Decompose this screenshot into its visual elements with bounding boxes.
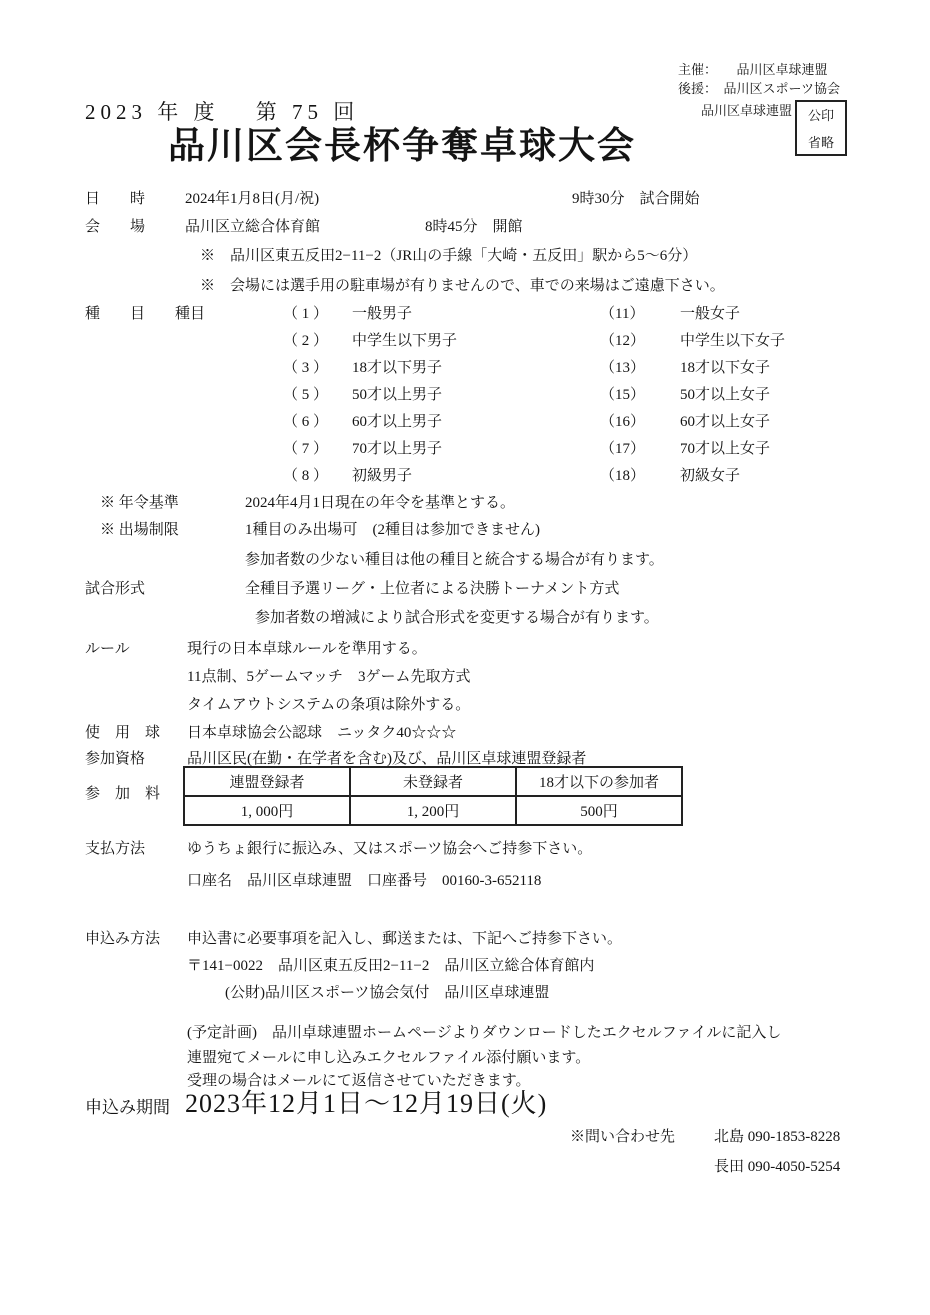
event-number-right: （11）	[600, 306, 645, 322]
event-number-right: （13）	[600, 360, 646, 376]
contact-person-2: 長田 090-4050-5254	[714, 1159, 841, 1175]
fee-table	[183, 766, 683, 826]
ball-value: 日本卓球協会公認球 ニッタク40☆☆☆	[187, 725, 457, 741]
fee-header-registered: 連盟登録者	[184, 767, 350, 796]
rules-line3: タイムアウトシステムの条項は除外する。	[187, 697, 471, 713]
eligibility-label: 参加資格	[85, 751, 146, 767]
seal-bottom-text: 省略	[807, 135, 834, 150]
fee-header-row	[184, 767, 682, 796]
format-line2: 参加者数の増減により試合形式を変更する場合が有ります。	[255, 610, 659, 626]
event-name-left: 60才以上男子	[352, 414, 443, 430]
event-name-left: 一般男子	[352, 306, 413, 322]
application-line1: 申込書に必要事項を記入し、郵送または、下記へご持参下さい。	[187, 931, 623, 947]
event-name-right: 60才以上女子	[680, 414, 771, 430]
venue-address-note: ※ 品川区東五反田2−11−2（JR山の手線「大崎・五反田」駅から5～6分）	[200, 248, 698, 264]
organizer-line: 主催： 品川区卓球連盟	[678, 62, 828, 77]
event-number-left: （ 1 ）	[283, 306, 329, 322]
event-name-left: 50才以上男子	[352, 387, 443, 403]
tournament-year-line: 2023 年 度 第 75 回	[85, 100, 360, 124]
tournament-title: 品川区会長杯争奪卓球大会	[168, 126, 636, 167]
fee-value-under18: 500円	[516, 796, 682, 825]
eligibility-value: 品川区民(在勤・在学者を含む)及び、品川区卓球連盟登録者	[187, 751, 587, 767]
fee-header-under18: 18才以下の参加者	[516, 767, 682, 796]
venue-value: 品川区立総合体育館	[185, 219, 321, 235]
venue-label: 会 場	[85, 219, 146, 235]
format-label: 試合形式	[85, 581, 146, 597]
official-seal-omitted-box	[795, 100, 847, 156]
contact-person-1: 北島 090-1853-8228	[714, 1129, 841, 1145]
event-number-left: （ 5 ）	[283, 387, 329, 403]
application-line2: 〒141−0022 品川区東五反田2−11−2 品川区立総合体育館内	[187, 958, 595, 974]
parking-note: ※ 会場には選手用の駐車場が有りませんので、車での来場はご遠慮下さい。	[200, 278, 725, 294]
event-number-left: （ 3 ）	[283, 360, 329, 376]
event-name-right: 50才以上女子	[680, 387, 771, 403]
application-line4: (予定計画) 品川卓球連盟ホームページよりダウンロードしたエクセルファイルに記入し	[187, 1025, 782, 1041]
fee-header-unregistered: 未登録者	[350, 767, 516, 796]
event-name-right: 18才以下女子	[680, 360, 771, 376]
rules-line1: 現行の日本卓球ルールを準用する。	[187, 641, 427, 657]
event-number-right: （12）	[600, 333, 646, 349]
date-value: 2024年1月8日(月/祝)	[185, 191, 320, 207]
application-line3: (公財)品川区スポーツ協会気付 品川区卓球連盟	[225, 985, 550, 1001]
fee-value-row	[184, 796, 682, 825]
event-number-left: （ 8 ）	[283, 468, 329, 484]
event-row	[283, 305, 740, 324]
entry-limit-label: ※ 出場制限	[100, 522, 179, 538]
event-name-right: 70才以上女子	[680, 441, 771, 457]
event-name-left: 中学生以下男子	[352, 333, 458, 349]
event-row	[283, 413, 770, 432]
federation-line: 品川区卓球連盟	[701, 103, 793, 118]
event-number-right: （16）	[600, 414, 646, 430]
fee-label: 参 加 料	[85, 786, 161, 802]
period-label: 申込み期間	[85, 1098, 170, 1117]
events-sublabel: 種目	[175, 306, 206, 322]
application-line6: 受理の場合はメールにて返信させていただきます。	[187, 1073, 531, 1089]
event-name-right: 初級女子	[680, 468, 741, 484]
event-number-left: （ 2 ）	[283, 333, 329, 349]
ball-label: 使 用 球	[85, 725, 161, 741]
age-basis-value: 2024年4月1日現在の年令を基準とする。	[245, 495, 516, 511]
period-value: 2023年12月1日～12月19日(火)	[185, 1089, 548, 1118]
payment-account-line: 口座名 品川区卓球連盟 口座番号 00160-3-652118	[187, 873, 542, 889]
payment-line1: ゆうちょ銀行に振込み、又はスポーツ協会へご持参下さい。	[187, 841, 593, 857]
entry-limit-extra: 参加者数の少ない種目は他の種目と統合する場合が有ります。	[245, 552, 664, 568]
seal-top-text: 公印	[807, 108, 834, 123]
event-name-left: 初級男子	[352, 468, 413, 484]
age-basis-label: ※ 年令基準	[100, 495, 179, 511]
payment-label: 支払方法	[85, 841, 146, 857]
format-line1: 全種目予選リーグ・上位者による決勝トーナメント方式	[245, 581, 620, 597]
doors-open-time: 8時45分 開館	[425, 219, 523, 235]
event-name-left: 70才以上男子	[352, 441, 443, 457]
event-name-right: 一般女子	[680, 306, 741, 322]
fee-value-registered: 1, 000円	[184, 796, 350, 825]
event-name-left: 18才以下男子	[352, 360, 443, 376]
date-label: 日 時	[85, 191, 146, 207]
event-name-right: 中学生以下女子	[680, 333, 786, 349]
contact-label: ※問い合わせ先	[570, 1129, 676, 1145]
event-row	[283, 359, 770, 378]
event-row	[283, 440, 770, 459]
event-number-right: （15）	[600, 387, 646, 403]
event-number-right: （17）	[600, 441, 646, 457]
match-start-time: 9時30分 試合開始	[572, 191, 700, 207]
fee-value-unregistered: 1, 200円	[350, 796, 516, 825]
supporter-line: 後援： 品川区スポーツ協会	[678, 81, 840, 96]
event-number-left: （ 6 ）	[283, 414, 329, 430]
event-number-right: （18）	[600, 468, 646, 484]
rules-label: ルール	[85, 641, 130, 657]
application-label: 申込み方法	[85, 931, 161, 947]
event-row	[283, 332, 785, 351]
rules-line2: 11点制、5ゲームマッチ 3ゲーム先取方式	[187, 669, 471, 685]
event-row	[283, 386, 770, 405]
events-label: 種 目	[85, 306, 146, 322]
event-row	[283, 467, 740, 486]
application-line5: 連盟宛てメールに申し込みエクセルファイル添付願います。	[187, 1050, 591, 1066]
entry-limit-value: 1種目のみ出場可 (2種目は参加できません)	[245, 522, 540, 538]
event-number-left: （ 7 ）	[283, 441, 329, 457]
